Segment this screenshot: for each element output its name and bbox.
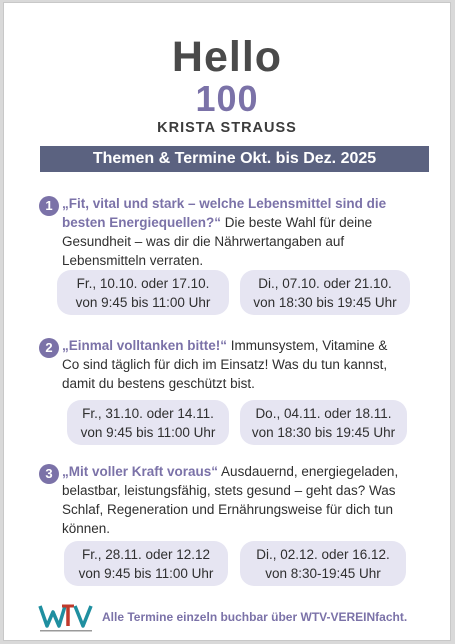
slot-time: von 8:30-19:45 Uhr [265,566,381,581]
slot-time: von 18:30 bis 19:45 Uhr [251,425,396,440]
topic-body-1: Die beste Wahl für deine Gesundheit – was dir die Nährwertangaben auf Lebensmitteln verraten. [62,215,373,268]
slot-1-evening [240,270,410,315]
slot-date: Di., 02.12. oder 16.12. [256,547,390,562]
logo-hello: Hello [171,33,283,81]
slot-time: von 9:45 bis 11:00 Uhr [75,295,211,310]
slot-3-evening [240,541,406,586]
logo-name: KRISTA STRAUSS [157,120,297,136]
wtv-logo [37,600,97,635]
footer-text: Alle Termine einzeln buchbar über WTV-VEREINfacht. [102,610,408,624]
topic-text-2 [62,336,407,393]
slot-2-morning [67,400,229,445]
banner-title: Themen & Termine Okt. bis Dez. 2025 [40,146,429,172]
slot-date: Di., 07.10. oder 21.10. [258,276,392,291]
slot-2-evening [240,400,407,445]
slot-1-morning [57,270,229,315]
slot-date: Fr., 28.11. oder 12.12 [81,547,211,562]
topic-title-1: „Fit, vital und stark – welche Lebensmittel sind die besten Energiequellen?“ [62,196,387,230]
topic-title-2: „Einmal volltanken bitte!“ [62,338,228,353]
slot-time: von 9:45 bis 11:00 Uhr [80,425,216,440]
topic-text-1 [62,194,407,270]
slot-3-morning [64,541,228,586]
topic-number-1: 1 [39,196,59,216]
slot-date: Do., 04.11. oder 18.11. [255,406,392,421]
flyer-page [3,2,451,641]
logo-number: 100 [195,78,259,119]
topic-number-3: 3 [39,464,59,484]
slot-date: Fr., 31.10. oder 14.11. [82,406,214,421]
topic-title-3: „Mit voller Kraft voraus“ [62,464,219,479]
slot-time: von 18:30 bis 19:45 Uhr [253,295,397,310]
topic-body-2: Immunsystem, Vitamine & Co sind täglich für dich im Einsatz! Was du tun kannst, damit du bestens geschützt bist. [62,338,388,391]
topic-body-3: Ausdauernd, energiegeladen, belastbar, leistungsfähig, stets gesund – geht das? Was Schlaf, Regeneration und Ernährungsweise für dich tun können. [62,464,399,536]
slot-date: Fr., 10.10. oder 17.10. [76,276,210,291]
topic-text-3 [62,462,407,538]
topic-number-2: 2 [39,338,59,358]
slot-time: von 9:45 bis 11:00 Uhr [78,566,214,581]
